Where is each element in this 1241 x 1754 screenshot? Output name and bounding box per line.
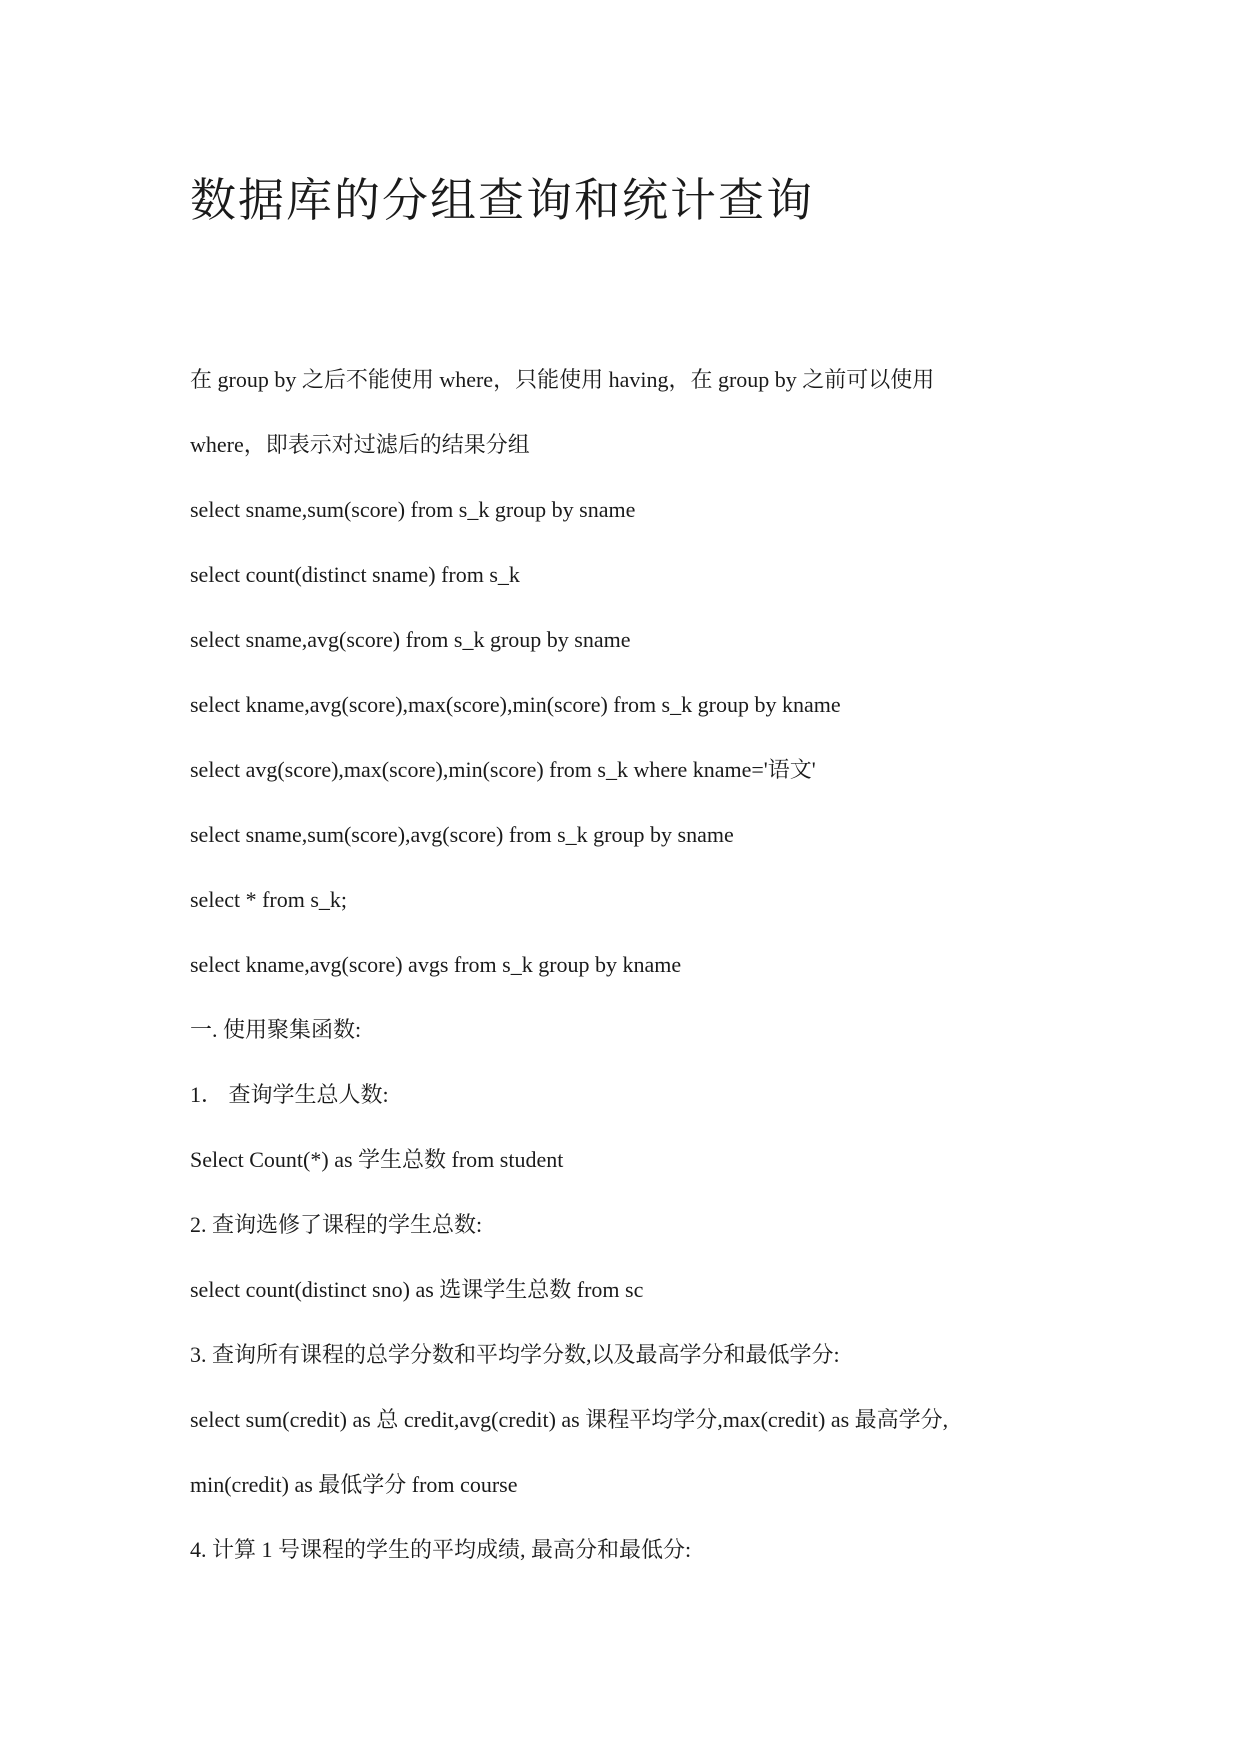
document-title: 数据库的分组查询和统计查询 bbox=[190, 173, 814, 227]
sql-line: select sum(credit) as 总 credit,avg(credit) as 课程平均学分,max(credit) as 最高学分, bbox=[190, 1407, 949, 1432]
sql-line: min(credit) as 最低学分 from course bbox=[190, 1472, 518, 1497]
sql-line: select sname,avg(score) from s_k group by sname bbox=[190, 627, 631, 652]
sql-line: select count(distinct sname) from s_k bbox=[190, 562, 520, 587]
item-heading: 4. 计算 1 号课程的学生的平均成绩, 最高分和最低分: bbox=[190, 1537, 692, 1562]
text-line: 在 group by 之后不能使用 where，只能使用 having，在 group by 之前可以使用 bbox=[190, 367, 935, 392]
item-heading: 3. 查询所有课程的总学分数和平均学分数,以及最高学分和最低学分: bbox=[190, 1342, 840, 1367]
sql-line: select sname,sum(score) from s_k group by sname bbox=[190, 497, 636, 522]
item-heading: 2. 查询选修了课程的学生总数: bbox=[190, 1212, 483, 1237]
text-line: where，即表示对过滤后的结果分组 bbox=[190, 432, 530, 457]
document-body bbox=[190, 360, 1070, 1595]
section-heading: 一. 使用聚集函数: bbox=[190, 1017, 362, 1042]
sql-line: select sname,sum(score),avg(score) from s_k group by sname bbox=[190, 822, 734, 847]
sql-line: Select Count(*) as 学生总数 from student bbox=[190, 1147, 564, 1172]
sql-line: select * from s_k; bbox=[190, 887, 348, 912]
sql-line: select avg(score),max(score),min(score) from s_k where kname='语文' bbox=[190, 757, 816, 782]
sql-line: select kname,avg(score) avgs from s_k group by kname bbox=[190, 952, 682, 977]
item-heading: 1． 查询学生总人数: bbox=[190, 1082, 389, 1107]
sql-line: select kname,avg(score),max(score),min(score) from s_k group by kname bbox=[190, 692, 841, 717]
sql-line: select count(distinct sno) as 选课学生总数 from sc bbox=[190, 1277, 644, 1302]
